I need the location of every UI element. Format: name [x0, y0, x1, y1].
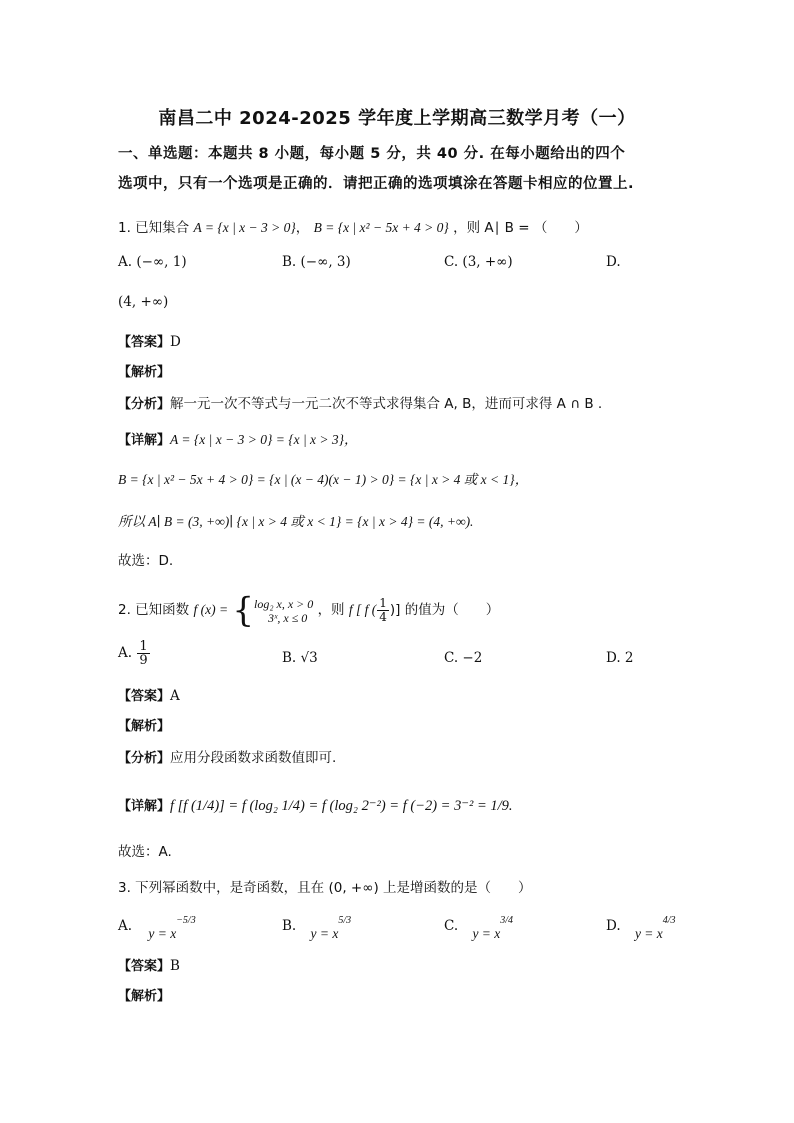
q2-option-a-label: A. [118, 645, 133, 661]
q3-option-a-formula: y = x [148, 926, 177, 941]
q2-answer [118, 686, 180, 707]
fenxi-tag: 【分析】 [118, 751, 171, 766]
xiangjie-tag: 【详解】 [118, 799, 171, 814]
q1-detail-step1 [118, 430, 358, 451]
q1-step1-text: A = {x | x − 3 > 0} = {x | x > 3}， [170, 432, 358, 447]
q2-analysis-heading: 【解析】 [118, 719, 171, 734]
q2-fenxi-text: 应用分段函数求函数值即可. [170, 750, 337, 766]
page-title: 南昌二中 2024-2025 学年度上学期高三数学月考（一） [158, 108, 636, 129]
q2-detail [118, 796, 513, 817]
q3-option-c-label: C. [444, 918, 459, 934]
left-brace-icon: { [232, 590, 254, 631]
q3-option-c-exponent: 3/4 [500, 914, 514, 926]
answer-tag: 【答案】 [118, 689, 171, 704]
q3-option-b-exponent: 5/3 [338, 914, 352, 926]
fraction-denominator: 9 [139, 653, 148, 668]
q3-analysis-heading: 【解析】 [118, 989, 171, 1004]
q2-fx: f (x) = [193, 602, 229, 617]
q1-answer-value: D [170, 334, 181, 350]
q1-detail-step2: B = {x | x² − 5x + 4 > 0} = {x | (x − 4)(x − 1) > 0} = {x | x > 4 或 x < 1}， [118, 472, 529, 487]
fraction-numerator: 1 [139, 639, 148, 654]
fraction-denominator: 4 [379, 610, 387, 624]
q3-option-a [118, 914, 196, 941]
q1-detail-step3: 所以 A∣ B = (3, +∞)∣ {x | x > 4 或 x < 1} = {x | x > 4} = (4, +∞). [118, 514, 474, 529]
q3-option-a-label: A. [118, 918, 133, 934]
q1-stem-pre: 1. 已知集合 [118, 220, 190, 236]
q3-option-d-exponent: 4/3 [662, 914, 676, 926]
q2-option-b: B. √3 [282, 650, 318, 666]
q3-option-b-label: B. [282, 918, 297, 934]
answer-tag: 【答案】 [118, 335, 171, 350]
q2-stem-post-a: ，则 [317, 602, 345, 618]
q2-stem-f: f [ f ( [348, 602, 377, 617]
q3-option-d-label: D. [606, 918, 621, 934]
q3-option-c [444, 914, 514, 941]
answer-tag: 【答案】 [118, 959, 171, 974]
q3-option-b-formula: y = x [310, 926, 339, 941]
q2-stem-fraction [377, 597, 389, 624]
q3-option-b [282, 914, 352, 941]
q1-stem-post: ，则 A∣ B = （ ） [453, 220, 588, 236]
q3-option-c-formula: y = x [472, 926, 501, 941]
q2-answer-value: A [170, 688, 180, 704]
q2-option-d: D. 2 [606, 650, 634, 666]
q3-stem: 3. 下列幂函数中，是奇函数，且在 (0, +∞) 上是增函数的是（ ） [118, 880, 532, 896]
q1-set-b: B = {x | x² − 5x + 4 > 0} [313, 220, 449, 235]
q1-answer [118, 332, 181, 353]
q1-fenxi-text: 解一元一次不等式与一元二次不等式求得集合 A, B，进而可求得 A ∩ B . [170, 396, 603, 412]
q2-stem [118, 590, 499, 630]
section-heading-line2: 选项中，只有一个选项是正确的．请把正确的选项填涂在答题卡相应的位置上. [118, 176, 635, 192]
q2-option-a-fraction [137, 640, 149, 667]
q2-piecewise [254, 597, 313, 625]
q1-option-d-value: (4, +∞) [118, 294, 169, 310]
q2-option-a [118, 640, 151, 667]
q3-option-d-formula: y = x [634, 926, 663, 941]
q1-set-a: A = {x | x − 3 > 0} [193, 220, 296, 235]
q1-option-a: A. (−∞, 1) [118, 254, 187, 270]
q3-answer-value: B [170, 958, 180, 974]
q2-stem-pre: 2. 已知函数 [118, 602, 190, 618]
q3-option-d [606, 914, 676, 941]
q2-option-c: C. −2 [444, 650, 483, 666]
xiangjie-tag: 【详解】 [118, 433, 171, 448]
q1-stem [118, 218, 588, 238]
q2-fenxi [118, 748, 336, 769]
q2-detail-text: f [f (1/4)] = f (log₂ 1/4) = f (log₂ 2⁻²) = f (−2) = 3⁻² = 1/9. [170, 798, 513, 814]
fenxi-tag: 【分析】 [118, 397, 171, 412]
section-heading-line1: 一、单选题：本题共 8 小题，每小题 5 分，共 40 分. 在每小题给出的四个 [118, 146, 626, 162]
q1-option-b: B. (−∞, 3) [282, 254, 351, 270]
q1-analysis-heading: 【解析】 [118, 365, 171, 380]
q1-comma: ， [295, 220, 310, 236]
q1-option-d: D. [606, 254, 621, 270]
q1-option-c: C. (3, +∞) [444, 254, 513, 270]
q3-option-a-exponent: −5/3 [176, 914, 196, 926]
fraction-numerator: 1 [379, 596, 387, 610]
q2-case2: 3ˣ, x ≤ 0 [268, 610, 308, 625]
q1-conclusion: 故选：D. [118, 553, 174, 569]
q2-case1: log₂ x, x > 0 [254, 596, 314, 611]
q2-stem-post-b: )] 的值为（ ） [389, 602, 500, 618]
q1-fenxi [118, 394, 602, 415]
q2-conclusion: 故选：A. [118, 844, 172, 860]
q3-answer [118, 956, 180, 977]
